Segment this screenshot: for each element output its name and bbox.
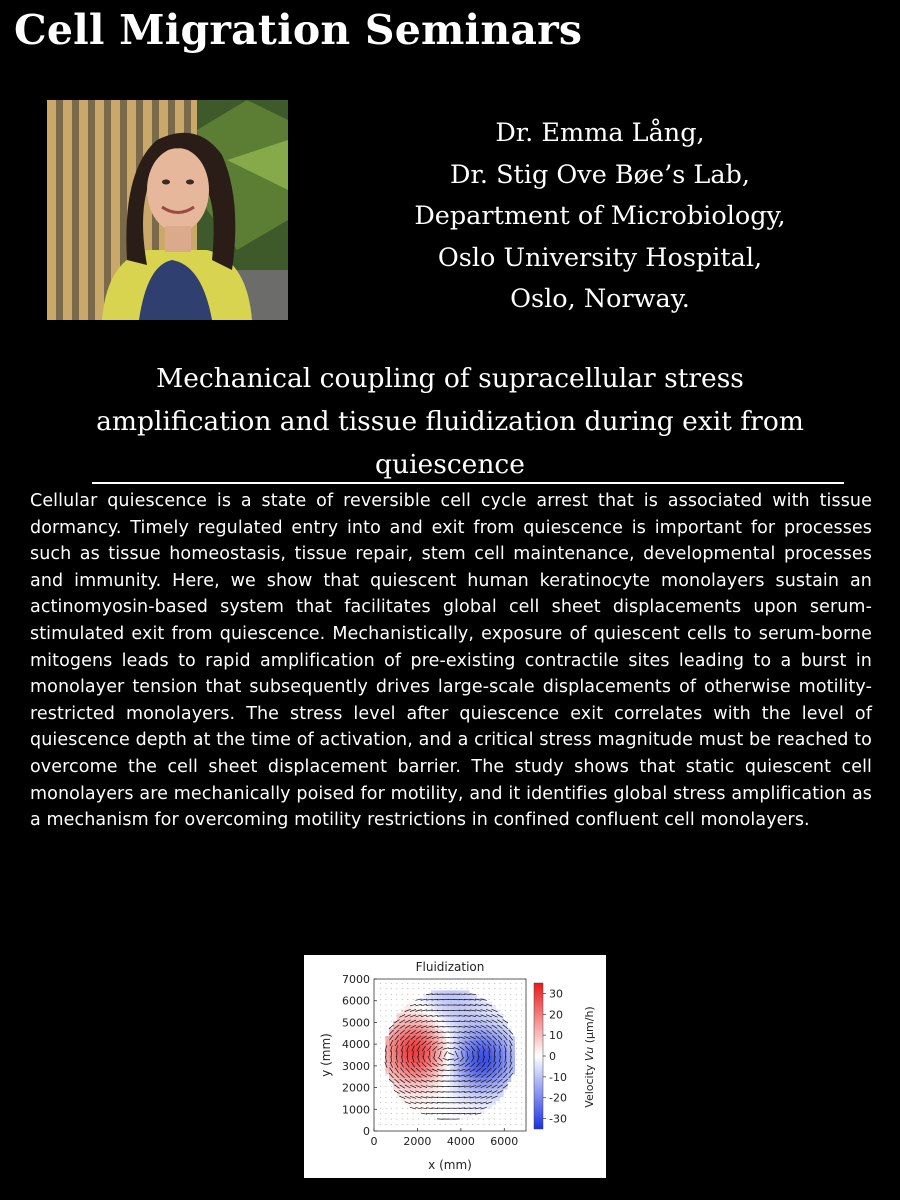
field-cell [446, 1112, 450, 1116]
chart-title: Fluidization [415, 960, 485, 974]
field-cell [461, 1006, 465, 1010]
field-cell [416, 1051, 420, 1055]
talk-title-line: Mechanical coupling of supracellular stress [156, 363, 744, 394]
field-cell [442, 1093, 446, 1097]
field-cell [454, 1006, 458, 1010]
field-cell [454, 1108, 458, 1112]
field-cell [461, 1044, 465, 1048]
field-cell [446, 1040, 450, 1044]
field-cell [431, 1116, 435, 1120]
field-cell [469, 1055, 473, 1059]
field-cell [435, 1093, 439, 1097]
field-cell [404, 1055, 408, 1059]
field-cell [416, 1006, 420, 1010]
speaker-location: Oslo, Norway. [510, 284, 690, 314]
field-cell [511, 1070, 515, 1074]
field-cell [408, 1078, 412, 1082]
colorbar-tick-label: 10 [549, 1029, 563, 1043]
field-cell [397, 1021, 401, 1025]
field-cell [465, 1116, 469, 1120]
field-cell [408, 1097, 412, 1101]
field-cell [473, 1028, 477, 1032]
field-cell [431, 1047, 435, 1051]
field-cell [442, 998, 446, 1002]
field-cell [420, 1006, 424, 1010]
field-cell [511, 1040, 515, 1044]
field-cell [446, 1044, 450, 1048]
field-cell [408, 1055, 412, 1059]
field-cell [454, 1017, 458, 1021]
field-cell [446, 1032, 450, 1036]
field-cell [454, 1032, 458, 1036]
field-cell [511, 1051, 515, 1055]
field-cell [484, 1070, 488, 1074]
field-cell [446, 1085, 450, 1089]
speaker-portrait-image [47, 100, 288, 320]
field-cell [458, 1108, 462, 1112]
field-cell [439, 1032, 443, 1036]
field-cell [420, 1059, 424, 1063]
field-cell [397, 1047, 401, 1051]
fluidization-chart [304, 955, 606, 1178]
field-cell [458, 1089, 462, 1093]
field-cell [465, 1006, 469, 1010]
field-cell [427, 1108, 431, 1112]
field-cell [477, 1082, 481, 1086]
field-cell [450, 1006, 454, 1010]
field-cell [469, 1006, 473, 1010]
field-cell [423, 1006, 427, 1010]
x-tick-label: 0 [370, 1135, 378, 1148]
x-tick-label: 2000 [403, 1135, 432, 1148]
colorbar-tick-label: 30 [549, 987, 563, 1001]
field-cell [450, 1013, 454, 1017]
field-cell [427, 1082, 431, 1086]
speaker-department: Department of Microbiology, [414, 201, 786, 231]
field-cell [477, 1017, 481, 1021]
field-cell [412, 1006, 416, 1010]
field-cell [488, 1066, 492, 1070]
field-cell [469, 994, 473, 998]
field-cell [488, 1055, 492, 1059]
field-cell [477, 1006, 481, 1010]
field-cell [439, 998, 443, 1002]
y-tick-label: 5000 [342, 1016, 370, 1030]
field-cell [435, 994, 439, 998]
title-divider [92, 482, 844, 484]
field-cell [420, 1051, 424, 1055]
field-cell [488, 1006, 492, 1010]
seminar-title: Cell Migration Seminars [14, 6, 583, 54]
field-cell [435, 1006, 439, 1010]
colorbar-tick-label: 20 [549, 1008, 563, 1022]
field-cell [420, 1044, 424, 1048]
field-cell [492, 1066, 496, 1070]
colorbar-tick-label: 0 [549, 1050, 556, 1063]
field-cell [431, 994, 435, 998]
field-cell [393, 1074, 397, 1078]
y-tick-label: 1000 [342, 1103, 370, 1117]
field-cell [446, 1108, 450, 1112]
colorbar-tick-label: -30 [549, 1112, 567, 1126]
field-cell [450, 1047, 454, 1051]
field-cell [507, 1036, 511, 1040]
field-cell [499, 1032, 503, 1036]
field-cell [484, 1028, 488, 1032]
field-cell [435, 1059, 439, 1063]
field-cell [439, 1089, 443, 1093]
field-cell [454, 1093, 458, 1097]
field-cell [439, 1017, 443, 1021]
colorbar-tick-label: -10 [549, 1070, 567, 1084]
field-cell [473, 1006, 477, 1010]
field-cell [450, 1082, 454, 1086]
field-cell [454, 1085, 458, 1089]
field-cell [446, 994, 450, 998]
field-cell [454, 1013, 458, 1017]
field-cell [435, 1082, 439, 1086]
field-cell [446, 1017, 450, 1021]
field-cell [480, 1006, 484, 1010]
field-cell [450, 1085, 454, 1089]
field-cell [458, 1032, 462, 1036]
field-cell [439, 1108, 443, 1112]
field-cell [473, 1070, 477, 1074]
field-cell [435, 1116, 439, 1120]
field-cell [404, 1036, 408, 1040]
y-tick-label: 7000 [342, 973, 370, 986]
field-cell [461, 1082, 465, 1086]
field-cell [397, 1055, 401, 1059]
field-cell [439, 1093, 443, 1097]
y-tick-label: 6000 [342, 994, 370, 1008]
field-cell [427, 1006, 431, 1010]
field-cell [416, 1108, 420, 1112]
field-cell [465, 1082, 469, 1086]
field-cell [442, 1089, 446, 1093]
field-cell [458, 998, 462, 1002]
field-cell [401, 1009, 405, 1013]
field-cell [465, 1017, 469, 1021]
field-cell [450, 1089, 454, 1093]
field-cell [454, 1112, 458, 1116]
field-cell [458, 1093, 462, 1097]
field-cell [446, 1036, 450, 1040]
field-cell [446, 998, 450, 1002]
field-cell [412, 1051, 416, 1055]
speaker-photo [47, 100, 288, 320]
colorbar-ticks [543, 987, 567, 1125]
field-cell [458, 1082, 462, 1086]
talk-title-line: amplification and tissue fluidization during exit from [96, 406, 804, 437]
field-cell [397, 1032, 401, 1036]
x-tick-label: 4000 [446, 1135, 475, 1148]
field-cell [461, 1093, 465, 1097]
field-cell [439, 1006, 443, 1010]
field-cell [465, 1108, 469, 1112]
field-cell [431, 1070, 435, 1074]
field-cell [450, 1017, 454, 1021]
field-cell [484, 1097, 488, 1101]
field-cell [454, 998, 458, 1002]
field-cell [454, 994, 458, 998]
field-cell [450, 1108, 454, 1112]
field-cell [458, 1017, 462, 1021]
field-cell [401, 1051, 405, 1055]
field-cell [446, 1093, 450, 1097]
field-cell [446, 1013, 450, 1017]
field-cell [435, 1044, 439, 1048]
field-cell [492, 1051, 496, 1055]
field-cell [450, 998, 454, 1002]
field-cell [465, 1093, 469, 1097]
x-axis-label: x (mm) [428, 1158, 472, 1172]
y-tick-label: 4000 [342, 1038, 370, 1052]
field-cell [423, 1082, 427, 1086]
field-cell [454, 1044, 458, 1048]
field-cell [427, 1093, 431, 1097]
y-tick-label: 2000 [342, 1081, 370, 1095]
field-cell [454, 1089, 458, 1093]
field-cell [446, 1055, 450, 1059]
field-cell [496, 1097, 500, 1101]
field-cell [499, 1017, 503, 1021]
field-cell [450, 1032, 454, 1036]
field-cell [446, 1006, 450, 1010]
field-cell [492, 1006, 496, 1010]
field-cell [473, 1051, 477, 1055]
field-cell [401, 1055, 405, 1059]
field-cell [458, 994, 462, 998]
fluidization-figure [304, 955, 606, 1178]
field-cell [439, 1013, 443, 1017]
field-cell [442, 1017, 446, 1021]
field-cell [420, 1070, 424, 1074]
field-cell [397, 1066, 401, 1070]
field-cell [484, 1059, 488, 1063]
field-cell [404, 1017, 408, 1021]
field-cell [385, 1036, 389, 1040]
field-cell [450, 1093, 454, 1097]
field-cell [458, 1006, 462, 1010]
field-cell [461, 1070, 465, 1074]
x-tick-label: 6000 [490, 1135, 519, 1148]
field-cell [484, 1021, 488, 1025]
field-cell [454, 1082, 458, 1086]
field-cell [446, 1089, 450, 1093]
field-cell [446, 1009, 450, 1013]
field-cell [461, 1116, 465, 1120]
field-cell [435, 1017, 439, 1021]
field-cell [473, 1078, 477, 1082]
field-cell [450, 1036, 454, 1040]
field-cell [446, 1082, 450, 1086]
field-cell [499, 1074, 503, 1078]
field-cell [492, 1093, 496, 1097]
field-cell [496, 1055, 500, 1059]
field-cell [439, 994, 443, 998]
field-cell [477, 1051, 481, 1055]
field-cell [465, 994, 469, 998]
field-cell [427, 1017, 431, 1021]
field-cell [496, 1047, 500, 1051]
field-cell [435, 1089, 439, 1093]
field-cell [408, 1070, 412, 1074]
field-cell [431, 1093, 435, 1097]
field-cell [431, 1006, 435, 1010]
field-cell [404, 1006, 408, 1010]
velocity-field [385, 990, 515, 1120]
speaker-hospital: Oslo University Hospital, [437, 242, 763, 273]
field-cell [431, 1078, 435, 1082]
field-cell [416, 1082, 420, 1086]
field-cell [431, 1082, 435, 1086]
field-cell [499, 1093, 503, 1097]
field-cell [408, 1051, 412, 1055]
field-cell [439, 1082, 443, 1086]
field-cell [484, 1055, 488, 1059]
field-cell [484, 1051, 488, 1055]
field-cell [404, 1040, 408, 1044]
talk-title [30, 357, 870, 486]
speaker-lab: Dr. Stig Ove Bøe’s Lab, [450, 159, 750, 190]
field-cell [458, 1059, 462, 1063]
speaker-info [330, 113, 870, 321]
field-cell [469, 1082, 473, 1086]
field-cell [450, 994, 454, 998]
field-cell [442, 1108, 446, 1112]
field-cell [416, 1017, 420, 1021]
talk-title-line: quiescence [375, 449, 525, 480]
field-cell [496, 1051, 500, 1055]
y-axis [342, 973, 377, 1138]
field-cell [469, 1093, 473, 1097]
field-cell [496, 1032, 500, 1036]
field-cell [442, 1082, 446, 1086]
speaker-name: Dr. Emma Lång, [495, 118, 705, 148]
field-cell [420, 1028, 424, 1032]
field-cell [427, 994, 431, 998]
field-cell [450, 1044, 454, 1048]
field-cell [511, 1066, 515, 1070]
field-cell [423, 1070, 427, 1074]
field-cell [431, 1074, 435, 1078]
field-cell [480, 1032, 484, 1036]
field-cell [442, 994, 446, 998]
field-cell [461, 994, 465, 998]
field-cell [488, 1104, 492, 1108]
field-cell [397, 1051, 401, 1055]
y-tick-label: 0 [363, 1125, 370, 1138]
colorbar-label: Velocity Vu (μm/h) [583, 1006, 596, 1108]
field-cell [458, 1116, 462, 1120]
field-cell [420, 1063, 424, 1067]
field-cell [492, 1101, 496, 1105]
colorbar-tick-label: -20 [549, 1091, 567, 1105]
field-cell [488, 1017, 492, 1021]
field-cell [435, 1108, 439, 1112]
field-cell [442, 1032, 446, 1036]
colorbar [534, 983, 543, 1129]
field-cell [477, 1108, 481, 1112]
field-cell [450, 1055, 454, 1059]
y-axis-label: y (mm) [319, 1033, 333, 1077]
field-cell [435, 1055, 439, 1059]
field-cell [496, 1021, 500, 1025]
abstract-text: Cellular quiescence is a state of reversible cell cycle arrest that is associated with tissue dormancy. Timely regulated entry into and exit from quiescence is important for processes such as tissue homeostasis, tissue repair, stem cell maintenance, developmental processes and immunity. Here, we show that quiescent human keratinocyte monolayers sustain an actinomyosin-based system that facilitates global cell sheet displacements upon serum-stimulated exit from quiescence. Mechanistically, exposure of quiescent cells to serum-borne mitogens leads to rapid amplification of pre-existing contractile sites leading to a burst in monolayer tension that subsequently drives large-scale displacements of otherwise motility-restricted monolayers. The stress level after quiescence exit correlates with the level of quiescence depth at the time of activation, and a critical stress magnitude must be reached to overcome the cell sheet displacement barrier. The study shows that static quiescent cell monolayers are mechanically poised for motility, and it identifies global stress amplification as a mechanism for overcoming motility restrictions in confined confluent cell monolayers. [30, 491, 872, 831]
y-tick-label: 3000 [342, 1059, 370, 1073]
field-cell [442, 1006, 446, 1010]
